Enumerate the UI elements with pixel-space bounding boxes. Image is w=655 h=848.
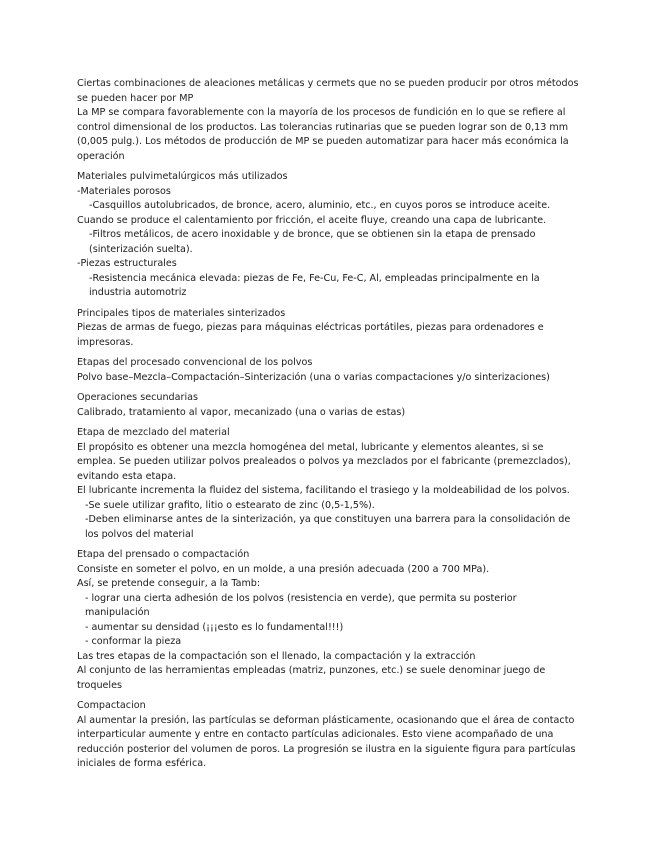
text-line: -Resistencia mecánica elevada: piezas de Fe, Fe-Cu, Fe-C, Al, empleadas principalmente en la industria automotriz: [89, 272, 543, 298]
text-line: Calibrado, tratamiento al vapor, mecanizado (una o varias de estas): [77, 406, 406, 418]
text-line: -Piezas estructurales: [77, 258, 177, 269]
section-heading: Etapa del prensado o compactación: [77, 549, 250, 560]
text-line: - aumentar su densidad (¡¡¡esto es lo fundamental!!!): [85, 621, 344, 633]
section-heading: Operaciones secundarias: [77, 392, 198, 403]
text-line: Polvo base–Mezcla–Compactación–Sinterización (una o varias compactaciones y/o sinterizaciones): [77, 371, 550, 383]
section-heading: Etapa de mezclado del material: [77, 427, 230, 438]
text-line: La MP se compara favorablemente con la mayoría de los procesos de fundición en lo que se refiere al control dimensional de los productos. Las tolerancias rutinarias que se pueden lograr son de 0,13 mm (0,005 pulg.). Los métodos de producción de MP se pueden automatizar para hacer más económica la operación: [77, 107, 572, 162]
section-7: [77, 699, 583, 772]
section-6: [77, 548, 583, 693]
text-line: Piezas de armas de fuego, piezas para máquinas eléctricas portátiles, piezas para ordenadores e impresoras.: [77, 322, 547, 348]
section-heading: Ciertas combinaciones de aleaciones metálicas y cermets que no se pueden producir por otros métodos se pueden hacer por MP: [77, 78, 582, 104]
text-line: El lubricante incrementa la fluidez del sistema, facilitando el trasiego y la moldeabilidad de los polvos.: [77, 485, 570, 496]
section-heading: Principales tipos de materiales sinterizados: [77, 307, 286, 319]
section-5: [77, 426, 583, 542]
section-heading: Materiales pulvimetalúrgicos más utilizados: [77, 171, 288, 182]
section-3: [77, 356, 583, 385]
text-line: -Filtros metálicos, de acero inoxidable y de bronce, que se obtienen sin la etapa de prensado (sinterización suelta).: [89, 229, 539, 255]
section-heading: Compactacion: [77, 700, 146, 711]
text-line: Consiste en someter el polvo, en un molde, a una presión adecuada (200 a 700 MPa).: [77, 563, 490, 575]
text-line: -Casquillos autolubricados, de bronce, acero, aluminio, etc., en cuyos poros se introduce aceite.: [89, 200, 551, 211]
text-line: El propósito es obtener una mezcla homogénea del metal, lubricante y elementos aleantes, si se emplea. Se pueden utilizar polvos prealeados o polvos ya mezclados por el fabricante (premezclados), evitando esta etapa.: [77, 441, 574, 482]
text-line: - lograr una cierta adhesión de los polvos (resistencia en verde), que permita su posterior manipulación: [85, 592, 520, 618]
text-line: -Se suele utilizar grafito, litio o estearato de zinc (0,5-1,5%).: [85, 499, 375, 511]
document-body: [77, 77, 583, 778]
text-line: Así, se pretende conseguir, a la Tamb:: [77, 578, 261, 589]
text-line: Las tres etapas de la compactación son el llenado, la compactación y la extracción: [77, 650, 476, 662]
section-heading: Etapas del procesado convencional de los polvos: [77, 357, 313, 368]
section-0: [77, 77, 583, 164]
text-line: Al conjunto de las herramientas empleadas (matriz, punzones, etc.) se suele denominar juego de troqueles: [77, 665, 549, 691]
text-line: - conformar la pieza: [85, 636, 182, 647]
text-line: -Materiales porosos: [77, 185, 171, 197]
section-4: [77, 391, 583, 420]
text-line: Cuando se produce el calentamiento por fricción, el aceite fluye, creando una capa de lubricante.: [77, 214, 547, 226]
text-line: -Deben eliminarse antes de la sinterización, ya que constituyen una barrera para la consolidación de los polvos del material: [85, 514, 574, 540]
section-2: [77, 307, 583, 351]
text-line: Al aumentar la presión, las partículas se deforman plásticamente, ocasionando que el área de contacto interparticular aumente y entre en contacto partículas adicionales. Esto viene acompañado de una reducción posterior del volumen de poros. La progresión se ilustra en la siguiente figura para partículas iniciales de forma esférica.: [77, 714, 579, 769]
section-1: [77, 170, 583, 301]
